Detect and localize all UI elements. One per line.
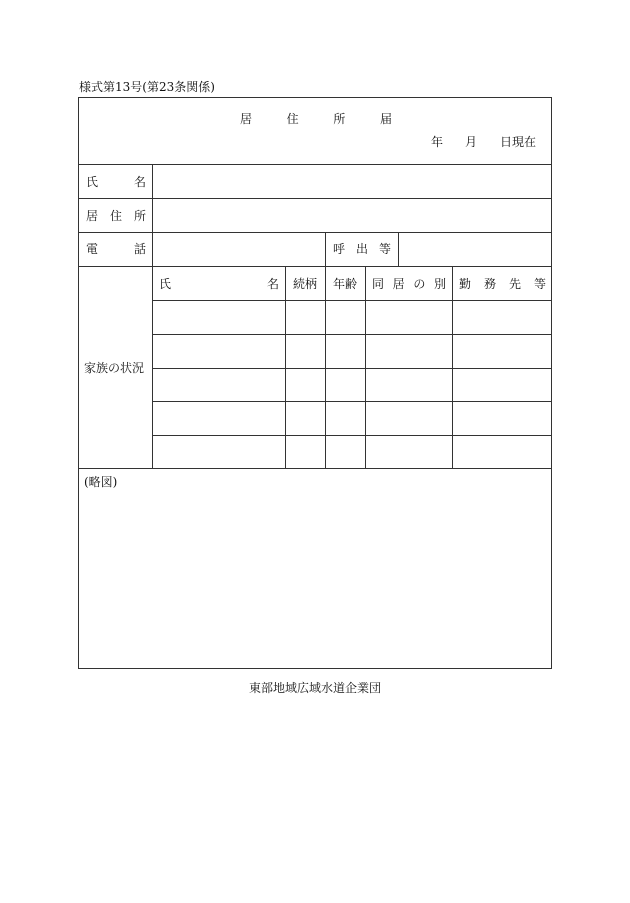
name-label: 氏 名	[86, 175, 146, 189]
rule-col-cohabit	[452, 266, 453, 468]
rule-family-header-bottom	[152, 300, 552, 301]
form-frame	[78, 97, 552, 669]
family-header-workplace: 勤 務 先 等	[459, 277, 546, 291]
form-number: 様式第13号(第23条関係)	[79, 80, 215, 94]
rule-family-row-2	[152, 368, 552, 369]
issuer-name: 東部地域広域水道企業団	[248, 681, 381, 695]
date-year: 年	[431, 135, 444, 149]
rule-family-bottom	[78, 468, 552, 469]
rule-phone-bottom	[78, 266, 552, 267]
rule-call-split	[398, 232, 399, 266]
family-header-cohabit: 同 居 の 別	[372, 277, 446, 291]
rule-col-age	[365, 266, 366, 468]
family-header-name: 氏 名	[159, 277, 279, 291]
date-month: 月	[465, 135, 478, 149]
rule-col-name	[285, 266, 286, 468]
rule-label-column	[152, 164, 153, 468]
phone-label: 電 話	[86, 242, 146, 256]
date-day-current: 日現在	[500, 135, 537, 149]
call-label: 呼 出 等	[333, 242, 391, 256]
residence-label: 居 住 所	[86, 209, 146, 223]
rule-family-row-3	[152, 401, 552, 402]
family-header-relation: 続柄	[293, 277, 318, 291]
rule-header-bottom	[78, 164, 552, 165]
family-section-label: 家族の状況	[84, 361, 145, 375]
rule-phone-split	[325, 232, 326, 266]
rule-residence-bottom	[78, 232, 552, 233]
rule-name-bottom	[78, 198, 552, 199]
rule-col-relation	[325, 266, 326, 468]
family-header-age: 年齢	[333, 277, 358, 291]
rule-family-row-1	[152, 334, 552, 335]
sketch-label: (略図)	[84, 475, 118, 489]
rule-family-row-4	[152, 435, 552, 436]
form-title: 居 住 所 届	[240, 112, 392, 126]
